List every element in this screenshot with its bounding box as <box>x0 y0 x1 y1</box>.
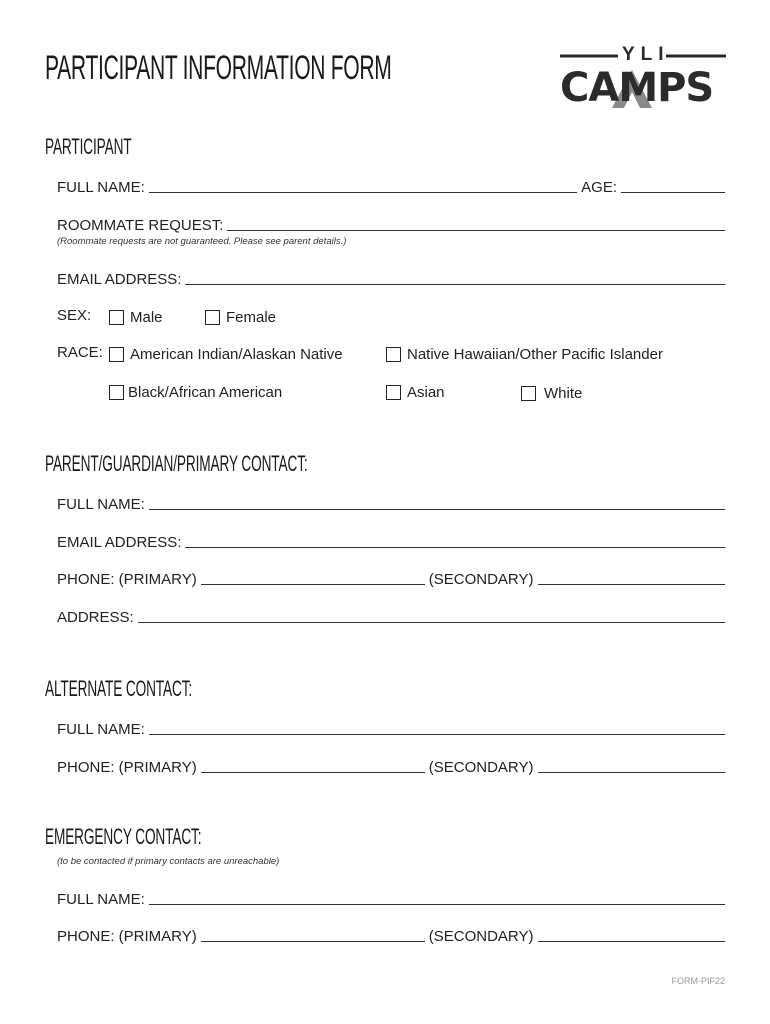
alternate-phone-secondary-field[interactable] <box>538 772 726 773</box>
parent-heading: PARENT/GUARDIAN/PRIMARY CONTACT: <box>45 451 308 476</box>
option-label: Native Hawaiian/Other Pacific Islander <box>407 345 663 363</box>
full-name-label: FULL NAME: <box>57 179 145 196</box>
participant-email-row <box>57 268 725 288</box>
full-name-label: FULL NAME: <box>57 721 145 738</box>
participant-heading: PARTICIPANT <box>45 134 132 159</box>
sex-option-female[interactable] <box>205 307 276 327</box>
checkbox-icon[interactable] <box>386 385 401 400</box>
race-label: RACE: <box>57 344 103 361</box>
race-option-asian[interactable] <box>386 382 445 402</box>
email-label: EMAIL ADDRESS: <box>57 534 182 551</box>
phone-secondary-label: (SECONDARY) <box>428 928 534 945</box>
phone-primary-label: PHONE: (PRIMARY) <box>57 571 197 588</box>
checkbox-icon[interactable] <box>521 386 536 401</box>
age-field[interactable] <box>621 192 725 193</box>
option-label: Female <box>226 308 277 326</box>
phone-secondary-label: (SECONDARY) <box>428 571 534 588</box>
alternate-heading: ALTERNATE CONTACT: <box>45 676 193 701</box>
parent-email-row <box>57 531 725 551</box>
emergency-phone-primary-field[interactable] <box>201 941 425 942</box>
roommate-row <box>57 214 725 234</box>
parent-phone-secondary-field[interactable] <box>538 584 726 585</box>
phone-primary-label: PHONE: (PRIMARY) <box>57 759 197 776</box>
parent-phone-primary-field[interactable] <box>201 584 425 585</box>
parent-full-name-row <box>57 493 725 513</box>
emergency-phone-secondary-field[interactable] <box>538 941 726 942</box>
form-code: FORM-PIF22 <box>671 976 725 986</box>
checkbox-icon[interactable] <box>205 310 220 325</box>
sex-label: SEX: <box>57 307 92 324</box>
option-label: Black/African American <box>128 383 283 401</box>
address-label: ADDRESS: <box>57 609 134 626</box>
checkbox-icon[interactable] <box>109 310 124 325</box>
roommate-field[interactable] <box>227 230 725 231</box>
option-label: Male <box>130 308 163 326</box>
roommate-label: ROOMMATE REQUEST: <box>57 217 224 234</box>
full-name-field[interactable] <box>149 192 577 193</box>
alternate-full-name-row <box>57 718 725 738</box>
alternate-full-name-field[interactable] <box>149 734 725 735</box>
option-label: White <box>544 384 583 402</box>
checkbox-icon[interactable] <box>386 347 401 362</box>
full-name-label: FULL NAME: <box>57 496 145 513</box>
phone-secondary-label: (SECONDARY) <box>428 759 534 776</box>
sex-option-male[interactable] <box>109 307 163 327</box>
option-label: American Indian/Alaskan Native <box>130 345 343 363</box>
checkbox-icon[interactable] <box>109 385 124 400</box>
emergency-phone-row <box>57 925 725 945</box>
yli-camps-logo <box>560 46 726 112</box>
race-option-white[interactable] <box>521 383 582 403</box>
alternate-phone-row <box>57 756 725 776</box>
race-option-black[interactable] <box>109 382 282 402</box>
emergency-full-name-field[interactable] <box>149 904 725 905</box>
email-field[interactable] <box>185 284 725 285</box>
email-label: EMAIL ADDRESS: <box>57 271 182 288</box>
parent-address-field[interactable] <box>138 622 725 623</box>
logo-yli-text: YLI <box>622 44 670 65</box>
page-title: PARTICIPANT INFORMATION FORM <box>45 49 392 87</box>
emergency-heading: EMERGENCY CONTACT: <box>45 824 202 849</box>
checkbox-icon[interactable] <box>109 347 124 362</box>
age-label: AGE: <box>581 179 617 196</box>
roommate-note: (Roommate requests are not guaranteed. Please see parent details.) <box>57 236 347 247</box>
race-option-american-indian[interactable] <box>109 344 343 364</box>
parent-email-field[interactable] <box>185 547 725 548</box>
emergency-full-name-row <box>57 888 725 908</box>
option-label: Asian <box>407 383 445 401</box>
logo-camps-text: CAMPS <box>560 65 714 111</box>
alternate-phone-primary-field[interactable] <box>201 772 425 773</box>
participant-full-name-row <box>57 176 725 196</box>
emergency-note: (to be contacted if primary contacts are unreachable) <box>57 856 280 867</box>
parent-full-name-field[interactable] <box>149 509 725 510</box>
race-option-native-hawaiian[interactable] <box>386 344 663 364</box>
parent-phone-row <box>57 568 725 588</box>
parent-address-row <box>57 606 725 626</box>
phone-primary-label: PHONE: (PRIMARY) <box>57 928 197 945</box>
full-name-label: FULL NAME: <box>57 891 145 908</box>
